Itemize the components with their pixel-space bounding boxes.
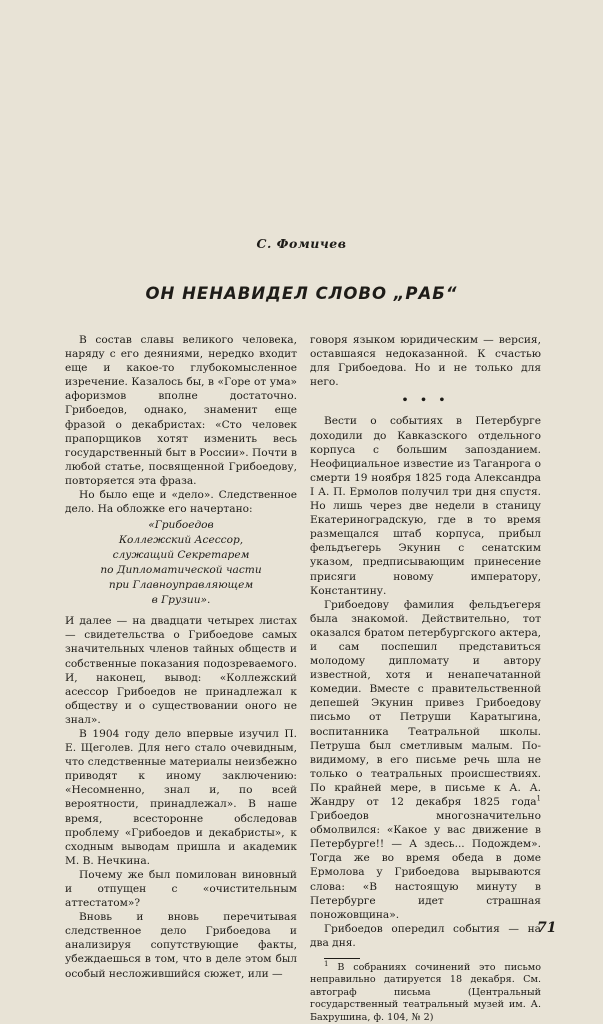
- section-divider: • • •: [401, 394, 450, 407]
- paragraph: И далее — на двадцати четырех листах — свидетельства о Грибоедове самых значительных членов тайных обществ и собственные показания подозреваемого. И, наконец, вывод: «Коллежский асессор Грибоедов не принадлежал к обществу и о существовании оного не знал».: [65, 615, 297, 726]
- inscription-line: при Главноуправляющем: [108, 579, 254, 592]
- footnote-divider: [324, 958, 360, 959]
- inscription-line: Коллежский Асессор,: [118, 534, 244, 547]
- paragraph: Вести о событиях в Петербурге доходили до Кавказского отдельного корпуса с большим запозданием. Неофициальное известие из Таганрога о смерти 19 ноября 1825 года Александра I А. П. Ермолов получил три дня спустя. Но лишь через две недели в станицу Екатериноградскую, где в то время размещался штаб корпуса, прибыл фельдъегерь Экунин с сенатским указом, предписывающим принесение присяги новому императору, Константину.: [310, 415, 541, 597]
- footnote: [310, 959, 541, 1024]
- paragraph: говоря языком юридическим — версия, оставшаяся недоказанной. К счастью для Грибоедова. Но и не только для него.: [310, 334, 541, 389]
- left-column: [65, 333, 297, 981]
- inscription-line: по Дипломатической части: [100, 564, 262, 577]
- article-title: ОН НЕНАВИДЕЛ СЛОВО „РАБ“: [145, 284, 458, 303]
- paragraph: Вновь и вновь перечитывая следственное дело Грибоедова и анализируя сопутствующие факты, убеждаешься в том, что в деле этом был особый несложившийся сюжет, или —: [65, 911, 297, 980]
- paragraph-text: Грибоедов многозначительно обмолвился: «Какое у вас движение в Петербурге!! — А здесь... Подождем». Тогда же во время обеда в доме Ермолова у Грибоедова вырываются слова: «В настоящую минуту в Петербурге идет страшная поножовщина».: [310, 810, 541, 921]
- paragraph: [310, 598, 541, 922]
- paragraph: В состав славы великого человека, наряду с его деяниями, нередко входит еще и какое-то глубокомысленное изречение. Казалось бы, в «Горе от ума» афоризмов вполне достаточно. Грибоедов, однако, знаменит еще фразой о декабристах: «Сто человек прапорщиков хотят изменить весь государственный быт в России». Почти в любой статье, посвященной Грибоедову, повторяется эта фраза.: [65, 334, 297, 487]
- inscription-line: служащий Секретарем: [112, 549, 250, 562]
- paragraph: В 1904 году дело впервые изучил П. Е. Щеголев. Для него стало очевидным, что следственные материалы неизбежно приводят к иному заключению: «Несомненно, знал и, по всей вероятности, принадлежал». В наше время, всесторонне обследовав проблему «Грибоедов и декабристы», к сходным выводам пришла и академик М. В. Нечкина.: [65, 727, 297, 867]
- footnote-text: В собраниях сочинений это письмо неправильно датируется 18 декабря. См. автограф письма (Центральный государственный театральный музей им. А. Бахрушина, ф. 104, № 2): [310, 962, 541, 1023]
- article-author: С. Фомичев: [256, 236, 347, 251]
- paragraph: Грибоедов опередил события — на два дня.: [310, 922, 541, 949]
- paragraph-text: Грибоедову фамилия фельдъегеря была знакомой. Действительно, тот оказался братом петербургского актера, и сам поспешил представиться молодому дипломату и автору известной, хотя и ненапечатанной комедии. Вместе с правительственной депешей Экунин привез Грибоедову письмо от Петруши Каратыгина, воспитанника Театральной школы. Петруша был сметливым малым. По-видимому, в его письме речь шла не только о театральных происшествиях. По крайней мере, в письме к А. А. Жандру от 12 декабря 1825 года: [310, 598, 541, 808]
- footnote-reference: 1: [536, 794, 541, 803]
- footnote-marker: 1: [324, 959, 329, 968]
- paragraph: Но было еще и «дело». Следственное дело. На обложке его начертано:: [65, 489, 297, 516]
- file-cover-inscription: [65, 518, 297, 608]
- inscription-line: «Грибоедов: [148, 519, 214, 532]
- paragraph: Почему же был помилован виновный и отпущен с «очистительным аттестатом»?: [65, 868, 297, 910]
- right-column: [310, 333, 541, 1024]
- inscription-line: в Грузии».: [151, 594, 211, 607]
- page-number: 71: [537, 920, 557, 936]
